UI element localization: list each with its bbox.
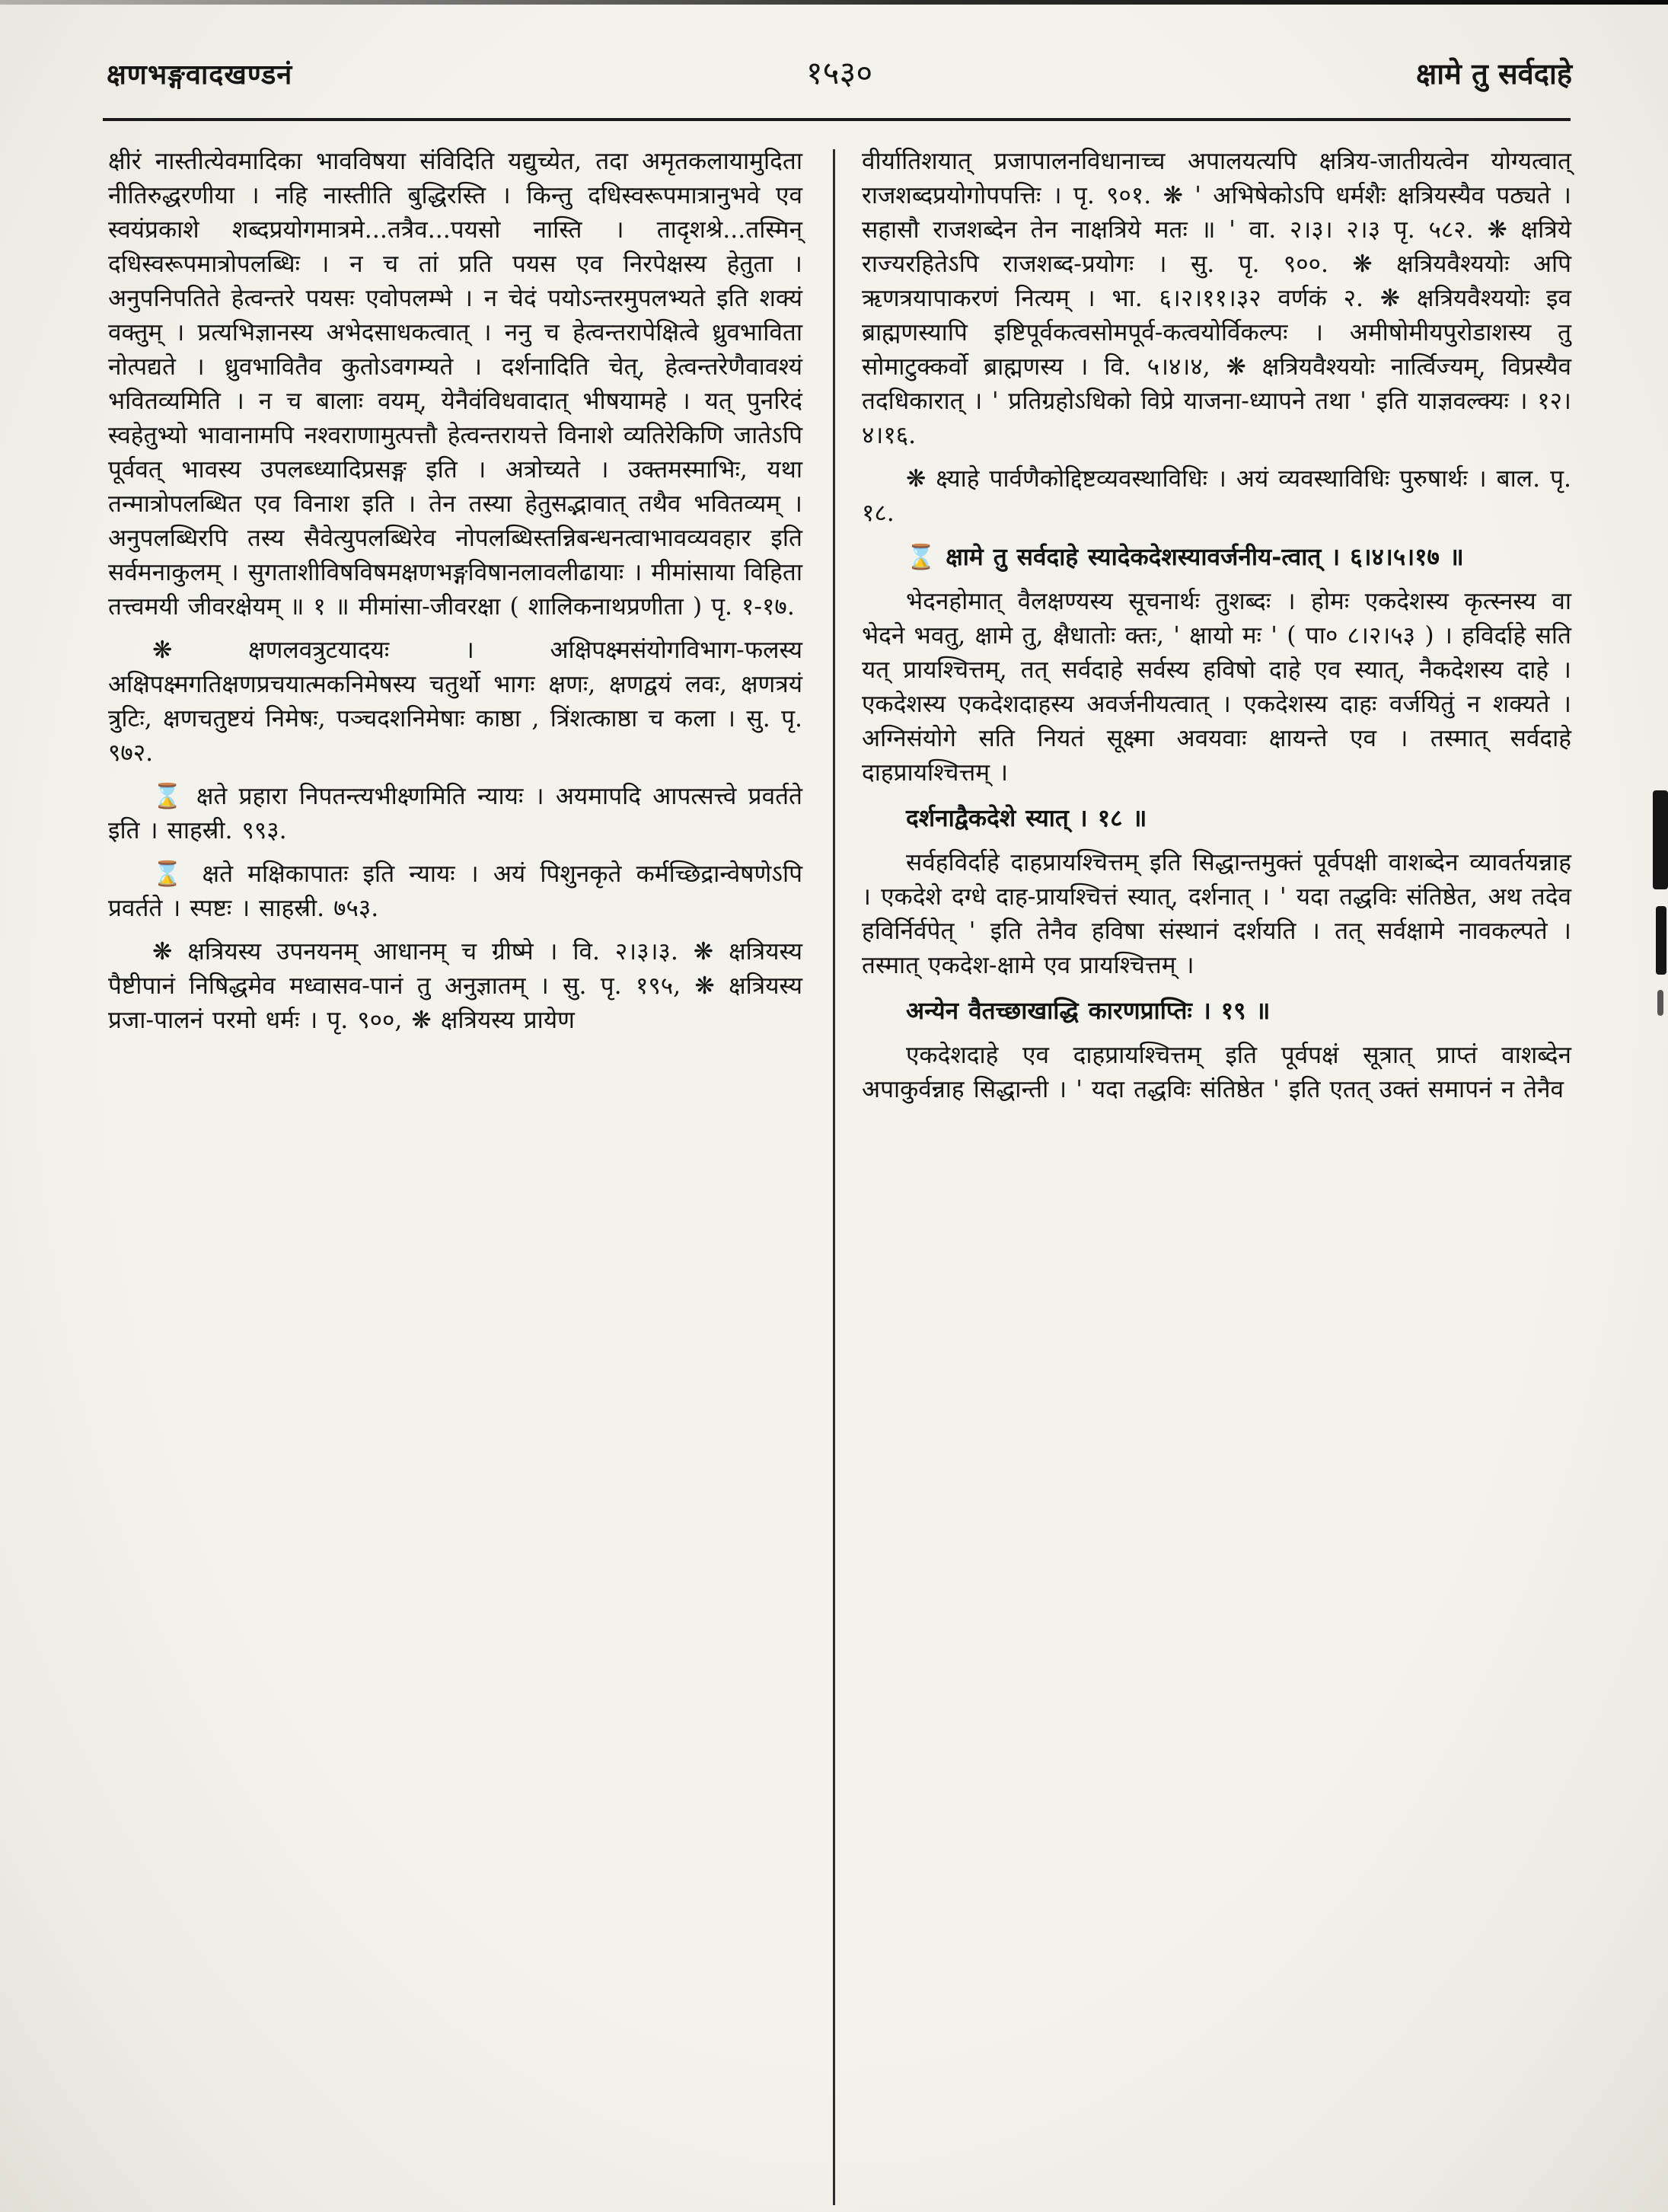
header-right-title: क्षामे तु सर्वदाहे (1416, 56, 1572, 91)
entry-paragraph: ❋ क्षत्रियस्य उपनयनम् आधानम् च ग्रीष्मे । वि. २।३।३. ❋ क्षत्रियस्य पैष्टीपानं निषिद्धमेव मध्वासव-पानं तु अनुज्ञातम् । सु. पृ. १९५, ❋ क्षत्रियस्य प्रजा-पालनं परमो धर्मः । पृ. ९००, ❋ क्षत्रियस्य प्रायेण (108, 938, 802, 1034)
entry-paragraph: ⌛ क्षते मक्षिकापातः इति न्यायः । अयं पिशुनकृते कर्मच्छिद्रान्वेषणेऽपि प्रवर्तते । स्पष्टः । साहस्री. ७५३. (108, 860, 802, 922)
header-rule (103, 118, 1571, 121)
paragraph: क्षीरं नास्तीत्येवमादिका भावविषया संविदिति यद्युच्येत, तदा अमृतकलायामुदिता नीतिरुद्धरणीया । नहि नास्तीति बुद्धिरस्ति । किन्तु दधिस्वरूपमात्रानुभवे एव स्वयंप्रकाशे शब्दप्रयोगमात्रमे...तत्रैव...पयसो नास्ति । तादृशश्रे...तस्मिन् दधिस्वरूपमात्रोपलब्धिः । न च तां प्रति पयस एव निरपेक्षस्य हेतुता । अनुपनिपतिते हेत्वन्तरे पयसः एवोपलम्भे । न चेदं पयोऽन्तरमुपलभ्यते इति शक्यं वक्तुम् । प्रत्यभिज्ञानस्य अभेदसाधकत्वात् । ननु च हेत्वन्तरापेक्षित्वे ध्रुवभाविता नोत्पद्यते । ध्रुवभावितैव कुतोऽवगम्यते । दर्शनादिति चेत्, हेत्वन्तरेणैवावश्यं भवितव्यमिति । न च बालाः वयम्, येनैवंविधवादात् भीषयामहे । यत् पुनरिदं स्वहेतुभ्यो भावानामपि नश्वराणामुत्पत्तौ हेत्वन्तरायत्ते विनाशे व्यतिरेकिणि जातेऽपि पूर्ववत् भावस्य उपलब्ध्यादिप्रसङ्ग इति । अत्रोच्यते । उक्तमस्माभिः, यथा तन्मात्रोपलब्धित एव विनाश इति । तेन तस्या हेतुसद्भावात् तथैव भवितव्यम् । अनुपलब्धिरपि तस्य सैवेत्युपलब्धिरेव नोपलब्धिस्तन्निबन्धनत्वाभावव्यवहार इति सर्वमनाकुलम् । सुगताशीविषविषमक्षणभङ्गविषानलावलीढायाः । मीमांसाया विहिता तत्त्वमयी जीवरक्षेयम् ॥ १ ॥ मीमांसा-जीवरक्षा ( शालिकनाथप्रणीता ) पृ. १-१७. (108, 148, 802, 621)
scan-artifact (1657, 990, 1663, 1016)
paragraph: वीर्यातिशयात् प्रजापालनविधानाच्च अपालयत्यपि क्षत्रिय-जातीयत्वेन योग्यत्वात् राजशब्दप्रयोगोपपत्तिः । पृ. ९०१. ❋ ' अभिषेकोऽपि धर्मशैः क्षत्रियस्यैव पठ्यते । सहासौ राजशब्देन तेन नाक्षत्रिये मतः ॥ ' वा. २।३। २।३ पृ. ५८२. ❋ क्षत्रिये राज्यरहितेऽपि राजशब्द-प्रयोगः । सु. पृ. ९००. ❋ क्षत्रियवैश्ययोः अपि ऋणत्रयापाकरणं नित्यम् । भा. ६।२।११।३२ वर्णकं २. ❋ क्षत्रियवैश्ययोः इव ब्राह्मणस्यापि इष्टिपूर्वकत्वसोमपूर्व-कत्वयोर्विकल्पः । अमीषोमीयपुरोडाशस्य तु सोमाटुक्कर्वो ब्राह्मणस्य । वि. ५।४।४, ❋ क्षत्रियवैश्ययोः नार्त्विज्यम्, विप्रस्यैव तदधिकारात् । ' प्रतिग्रहोऽधिको विप्रे याजना-ध्यापने तथा ' इति याज्ञवल्क्यः । १२।४।१६. (862, 148, 1571, 449)
entry-paragraph: ❋ क्षणलवत्रुटयादयः । अक्षिपक्ष्मसंयोगविभाग-फलस्य अक्षिपक्ष्मगतिक्षणप्रचयात्मकनिमेषस्य चतुर्थो भागः क्षणः, क्षणद्वयं लवः, क्षणत्रयं त्रुटिः, क्षणचतुष्टयं निमेषः, पञ्चदशनिमेषाः काष्ठा , त्रिंशत्काष्ठा च कला । सु. पृ. ९७२. (108, 637, 802, 767)
entry-paragraph: ❋ क्ष्याहे पार्वणैकोद्दिष्टव्यवस्थाविधिः । अयं व्यवस्थाविधिः पुरुषार्थः । बाल. पृ. १८. (862, 465, 1571, 527)
column-divider (833, 149, 835, 2205)
scan-artifact (0, 0, 1668, 5)
sutra-paragraph: अन्येन वैतच्छाखाद्धि कारणप्राप्तिः । १९ ॥ (906, 997, 1271, 1025)
entry-paragraph: ⌛ क्षते प्रहारा निपतन्त्यभीक्ष्णमिति न्यायः । अयमापदि आपत्सत्त्वे प्रवर्तते इति । साहस्री. ९९३. (108, 783, 802, 844)
scan-artifact (1653, 790, 1668, 889)
header-left-title: क्षणभङ्गवादखण्डनं (107, 59, 293, 91)
paragraph: एकदेशदाहे एव दाहप्रायश्चित्तम् इति पूर्वपक्षं सूत्रात् प्राप्तं वाशब्देन अपाकुर्वन्नाह सिद्धान्ती । ' यदा तद्धविः संतिष्ठेत ' इति एतत् उक्तं समापनं न तेनैव (862, 1042, 1571, 1103)
page-number: १५३० (805, 54, 873, 91)
sutra-paragraph: दर्शनाद्वैकदेशे स्यात् । १८ ॥ (906, 804, 1147, 832)
paragraph: भेदनहोमात् वैलक्षण्यस्य सूचनार्थः तुशब्दः । होमः एकदेशस्य कृत्स्नस्य वा भेदने भवतु, क्षामे तु, क्षैधातोः क्तः, ' क्षायो मः ' ( पा० ८।२।५३ ) । हविर्दाहे सति यत् प्रायश्चित्तम्, तत् सर्वदाहे सर्वस्य हविषो दाहे एव स्यात्, नैकदेशस्य दाहे । एकदेशस्य एकदेशदाहस्य अवर्जनीयत्वात् । एकदेशस्य दाहः वर्जयितुं न शक्यते । अग्निसंयोगे सति नियतं सूक्ष्मा अवयवाः क्षायन्ते एव । तस्मात् सर्वदाहे दाहप्रायश्चित्तम् । (862, 588, 1571, 787)
left-column (108, 145, 802, 1044)
right-column (862, 145, 1571, 1113)
scan-artifact (1656, 906, 1666, 975)
paragraph: सर्वहविर्दाहे दाहप्रायश्चित्तम् इति सिद्धान्तमुक्तं पूर्वपक्षी वाशब्देन व्यावर्तयन्नाह । एकदेशे दग्धे दाह-प्रायश्चित्तं स्यात्, दर्शनात् । ' यदा तद्धविः संतिष्ठेत, अथ तदेव हविर्निर्वपेत् ' इति तेनैव हविषा संस्थानं दर्शयति । तत् सर्वक्षामे नावकल्पते । तस्मात् एकदेश-क्षामे एव प्रायश्चित्तम् । (862, 849, 1571, 979)
page-header (107, 50, 1572, 94)
sutra-paragraph: ⌛ क्षामे तु सर्वदाहे स्यादेकदेशस्यावर्जनीय-त्वात् । ६।४।५।१७ ॥ (906, 543, 1464, 571)
